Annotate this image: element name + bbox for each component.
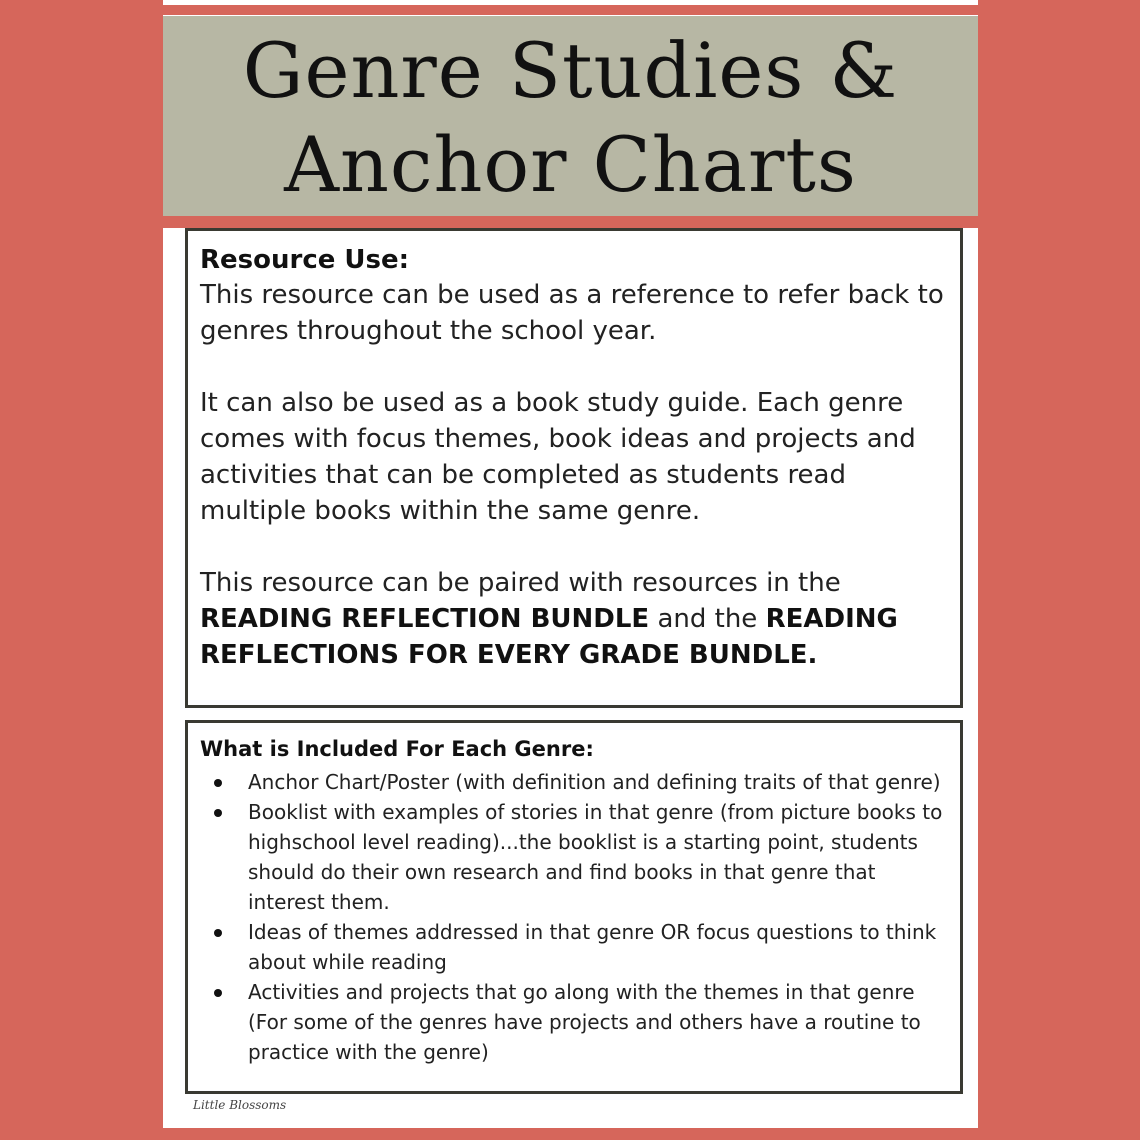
title-banner	[163, 16, 978, 216]
bullet-icon	[214, 779, 222, 787]
bullet-icon	[214, 989, 222, 997]
included-heading: What is Included For Each Genre:	[200, 737, 594, 761]
document-page	[163, 0, 978, 1128]
list-item-text: Activities and projects that go along with the themes in that genre (For some of the genres have projects and others have a routine to practice with the genre)	[248, 980, 921, 1064]
list-item	[248, 767, 946, 797]
list-item-text: Booklist with examples of stories in that genre (from picture books to highschool level reading)...the booklist is a starting point, students should do their own research and find books in that genre that interest them.	[248, 800, 943, 914]
included-list	[200, 767, 946, 1067]
list-item	[248, 977, 946, 1067]
pairing-text-mid: and the	[649, 604, 766, 634]
list-item	[248, 797, 946, 917]
reading-reflections-every-grade-bundle: READING REFLECTIONS FOR EVERY GRADE BUNDLE.	[200, 604, 898, 670]
resource-use-heading: Resource Use:	[200, 245, 410, 275]
pairing-text-prefix: This resource can be paired with resources in the	[200, 568, 841, 598]
bullet-icon	[214, 809, 222, 817]
list-item-text: Ideas of themes addressed in that genre OR focus questions to think about while reading	[248, 920, 937, 974]
title-line-2: Anchor Charts	[284, 120, 857, 209]
title-line-1: Genre Studies &	[242, 26, 899, 115]
included-box	[185, 720, 963, 1094]
list-item-text: Anchor Chart/Poster (with definition and defining traits of that genre)	[248, 770, 941, 794]
reading-reflection-bundle: READING REFLECTION BUNDLE	[200, 604, 650, 634]
signature-logo: Little Blossoms	[193, 1098, 287, 1112]
bullet-icon	[214, 929, 222, 937]
title-underline-band	[163, 216, 978, 228]
resource-use-paragraph-1: This resource can be used as a reference to refer back to genres throughout the school year.	[200, 280, 944, 346]
resource-use-box	[185, 228, 963, 708]
resource-use-paragraph-3	[200, 565, 946, 673]
top-accent-band	[163, 5, 978, 15]
resource-use-paragraph-2: It can also be used as a book study guide. Each genre comes with focus themes, book ideas and projects and activities that can be completed as students read multiple books within the same genre.	[200, 388, 916, 526]
list-item	[248, 917, 946, 977]
